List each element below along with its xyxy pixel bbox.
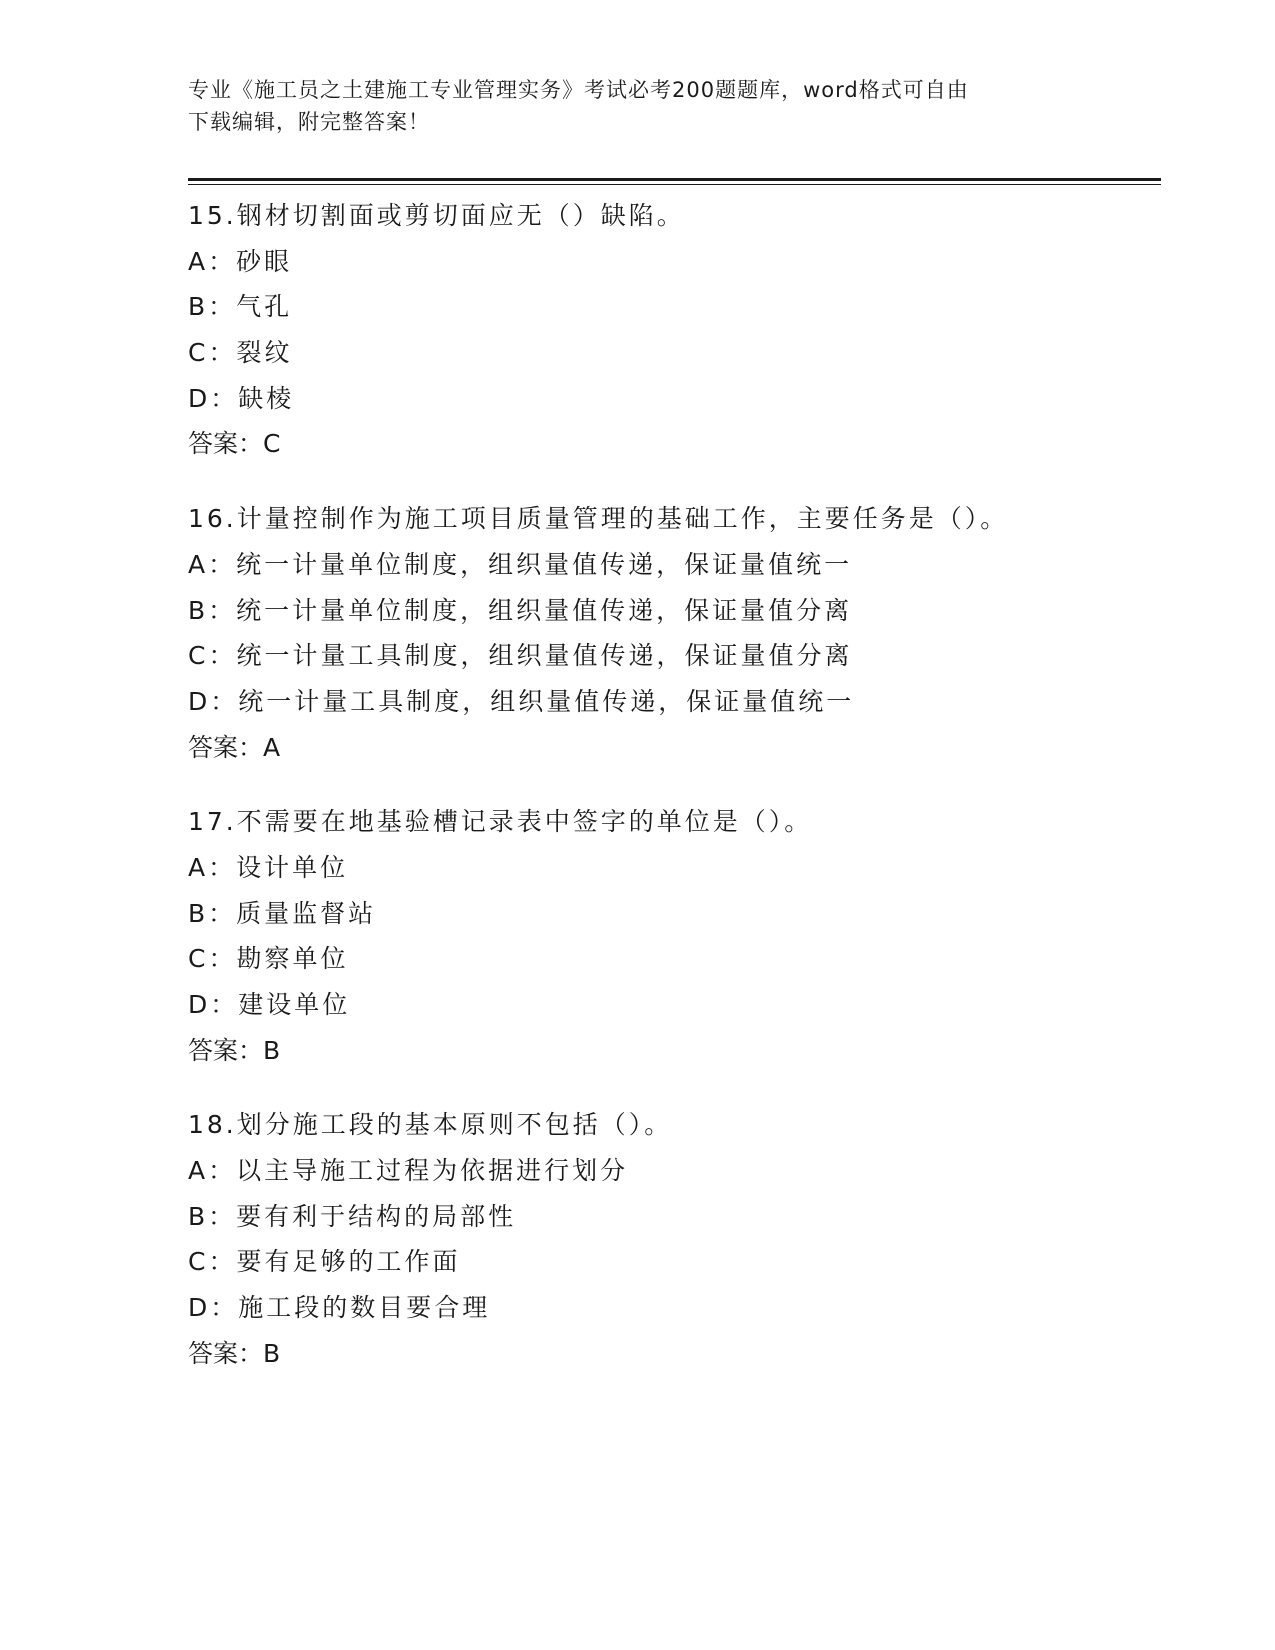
option-b: B：气孔: [188, 292, 293, 322]
option-c: C：统一计量工具制度，组织量值传递，保证量值分离: [188, 641, 853, 671]
answer-value: A: [263, 732, 281, 762]
option-d: D：建设单位: [188, 990, 351, 1019]
answer-value: B: [263, 1338, 281, 1368]
header-line-1: 专业《施工员之土建施工专业管理实务》考试必考200题题库，word格式可自由: [188, 78, 969, 102]
question-17: [188, 799, 1148, 1073]
header-divider-thin: [188, 184, 1161, 185]
option-b: B：要有利于结构的局部性: [188, 1201, 517, 1231]
option-d: D：施工段的数目要合理: [188, 1293, 491, 1323]
option-c: C：裂纹: [188, 338, 293, 368]
option-a: A：统一计量单位制度，组织量值传递，保证量值统一: [188, 549, 853, 579]
option-a: A：砂眼: [188, 246, 293, 276]
header-line-2: 下载编辑，附完整答案！: [188, 110, 430, 134]
question-stem: 17.不需要在地基验槽记录表中签字的单位是（）。: [188, 807, 813, 837]
answer-line: [188, 421, 1148, 467]
answer-label: 答案：: [188, 1338, 264, 1368]
question-list: [188, 193, 1148, 1406]
answer-label: 答案：: [188, 1035, 264, 1065]
option-c: C：勘察单位: [188, 944, 349, 974]
option-a: A：设计单位: [188, 852, 349, 882]
header-divider-thick: [188, 178, 1161, 181]
question-16: [188, 496, 1148, 770]
option-d: D：统一计量工具制度，组织量值传递，保证量值统一: [188, 686, 855, 716]
option-a: A：以主导施工过程为依据进行划分: [188, 1156, 629, 1186]
option-c: C：要有足够的工作面: [188, 1247, 461, 1277]
question-stem: 18.划分施工段的基本原则不包括（）。: [188, 1110, 673, 1140]
answer-value: B: [263, 1035, 281, 1065]
answer-label: 答案：: [188, 429, 264, 459]
question-15: [188, 193, 1148, 467]
question-stem: 16.计量控制作为施工项目质量管理的基础工作，主要任务是（）。: [188, 504, 1009, 534]
question-stem: 15.钢材切割面或剪切面应无（）缺陷。: [188, 201, 685, 230]
answer-value: C: [263, 429, 281, 459]
answer-line: [188, 725, 1148, 771]
document-header: [188, 74, 1088, 138]
answer-label: 答案：: [188, 732, 264, 762]
answer-line: [188, 1331, 1148, 1377]
option-d: D：缺棱: [188, 383, 295, 413]
option-b: B：质量监督站: [188, 898, 377, 928]
answer-line: [188, 1028, 1148, 1074]
option-b: B：统一计量单位制度，组织量值传递，保证量值分离: [188, 595, 853, 625]
question-18: [188, 1102, 1148, 1376]
